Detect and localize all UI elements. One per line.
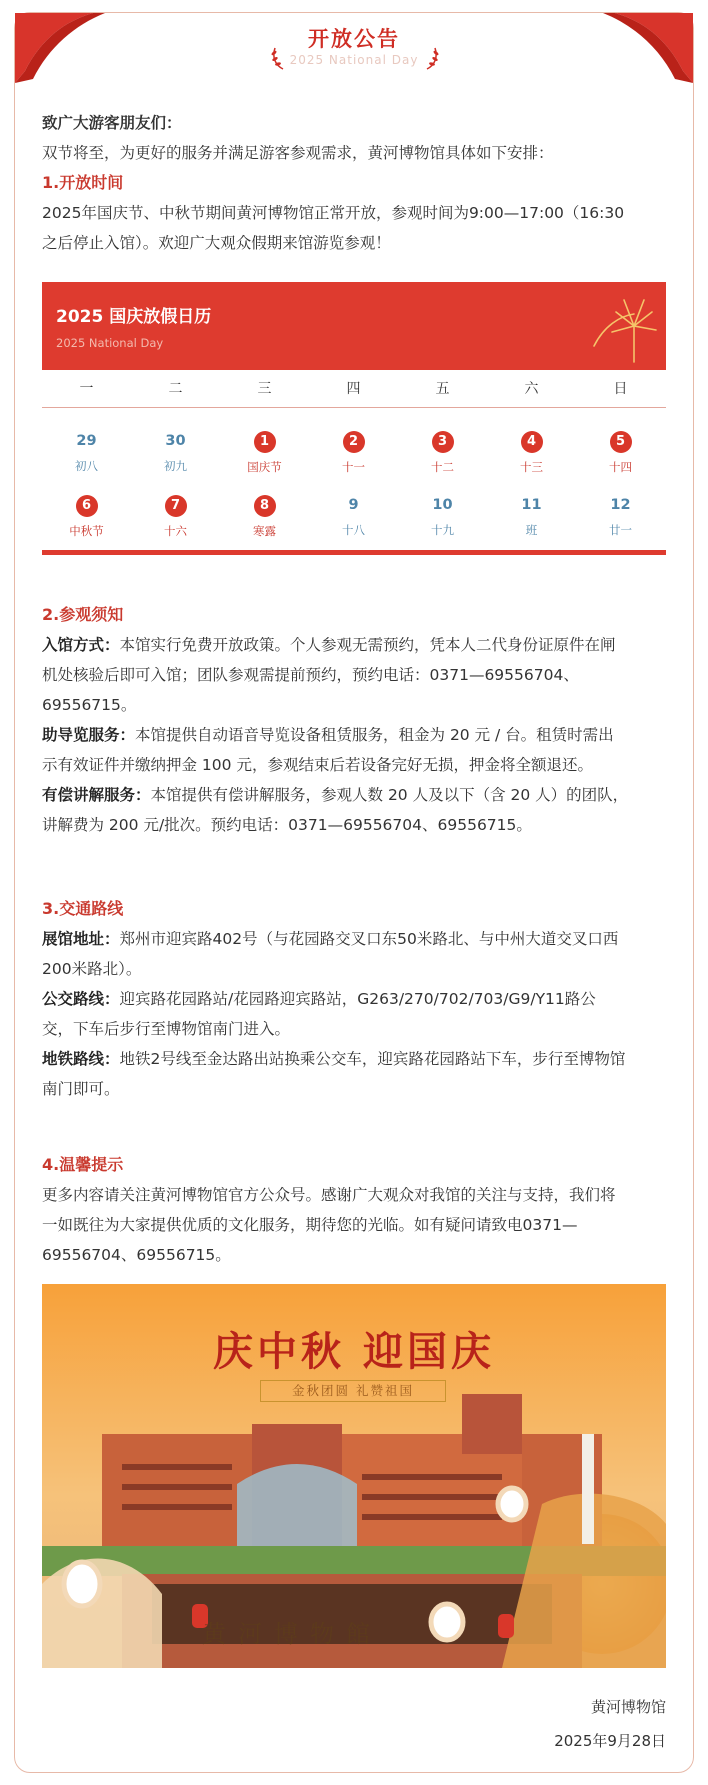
- calendar-day-lunar: 廿一: [609, 523, 632, 537]
- section-visit-notes-title: 2.参观须知: [42, 605, 124, 624]
- calendar-day-number: 3: [432, 431, 454, 453]
- calendar-day-number: 10: [432, 497, 453, 513]
- entry-text: 本馆实行免费开放政策。个人参观无需预约，凭本人二代身份证原件在闸: [119, 636, 616, 654]
- calendar-day-lunar: 十一: [342, 460, 365, 474]
- calendar-day-number: 29: [76, 433, 97, 449]
- calendar-day-lunar: 十四: [609, 460, 632, 474]
- firework-icon: [564, 286, 660, 366]
- calendar-day-lunar: 寒露: [253, 524, 276, 538]
- entry-label: 入馆方式：: [42, 636, 120, 654]
- open-hours-line: 2025年国庆节、中秋节期间黄河博物馆正常开放，参观时间为9:00—17:00（16:30: [42, 204, 625, 222]
- notice-title: 开放公告: [308, 27, 400, 51]
- calendar-day-number: 12: [610, 497, 631, 513]
- calendar-header: [42, 282, 666, 370]
- calendar-day: [309, 430, 398, 475]
- calendar-day: [576, 430, 665, 475]
- guide-text: 本馆提供自动语音导览设备租赁服务，租金为 20 元 / 台。租赁时需出: [135, 726, 614, 744]
- calendar-day: [576, 494, 665, 538]
- intro-block: [42, 108, 666, 258]
- festival-poster: [42, 1284, 666, 1668]
- open-hours-line: 之后停止入馆）。欢迎广大观众假期来馆游览参观！: [42, 234, 391, 252]
- guide-text: 示有效证件并缴纳押金 100 元，参观结束后若设备完好无损，押金将全额退还。: [42, 756, 593, 774]
- calendar-day: [42, 430, 131, 474]
- paid-guide-label: 有偿讲解服务：: [42, 786, 151, 804]
- weekday-label: 五: [435, 381, 450, 397]
- address-label: 展馆地址：: [42, 930, 120, 948]
- entry-text: 机处核验后即可入馆；团队参观需提前预约，预约电话：0371—69556704、: [42, 666, 579, 684]
- calendar-day-lunar: 中秋节: [69, 524, 104, 538]
- calendar-title: 2025 国庆放假日历: [56, 307, 212, 327]
- guide-label: 助导览服务：: [42, 726, 136, 744]
- poster-ribbon: 金秋团圆 礼赞祖国: [260, 1380, 446, 1402]
- calendar-day: [131, 430, 220, 474]
- calendar-day-number: 5: [610, 431, 632, 453]
- section-open-hours-title: 1.开放时间: [42, 173, 124, 192]
- metro-text: 地铁2号线至金达路出站换乘公交车，迎宾路花园路站下车，步行至博物馆: [119, 1050, 626, 1068]
- section-visit-notes: [42, 600, 666, 840]
- bus-label: 公交路线：: [42, 990, 120, 1008]
- section-tips: [42, 1150, 666, 1270]
- tips-text: 一如既往为大家提供优质的文化服务，期待您的光临。如有疑问请致电0371—: [42, 1216, 578, 1234]
- calendar-day-number: 11: [521, 497, 542, 513]
- calendar-day-number: 7: [165, 495, 187, 517]
- calendar-day-number: 30: [165, 433, 186, 449]
- calendar-day-lunar: 十九: [431, 523, 454, 537]
- entry-text: 69556715。: [42, 696, 137, 714]
- calendar-day-number: 9: [348, 497, 359, 513]
- section-transport: [42, 894, 666, 1104]
- tips-text: 更多内容请关注黄河博物馆官方公众号。感谢广大观众对我馆的关注与支持，我们将: [42, 1186, 616, 1204]
- calendar-day: [309, 494, 398, 538]
- address-text: 郑州市迎宾路402号（与花园路交叉口东50米路北、与中州大道交叉口西: [119, 930, 619, 948]
- calendar-day-lunar: 十八: [342, 523, 365, 537]
- calendar-day: [42, 494, 131, 539]
- bus-text: 交，下车后步行至博物馆南门进入。: [42, 1020, 291, 1038]
- holiday-calendar: [42, 282, 666, 556]
- signature-org: 黄河博物馆: [590, 1698, 666, 1716]
- calendar-day: [487, 430, 576, 475]
- calendar-day-lunar: 国庆节: [247, 460, 282, 474]
- calendar-day-number: 4: [521, 431, 543, 453]
- calendar-weekday-row: [42, 370, 666, 408]
- calendar-day-lunar: 十六: [164, 524, 187, 538]
- paid-guide-text: 讲解费为 200 元/批次。预约电话：0371—69556704、69556715。: [42, 816, 532, 834]
- calendar-day: [131, 494, 220, 539]
- section-transport-title: 3.交通路线: [42, 899, 124, 918]
- bus-text: 迎宾路花园路站/花园路迎宾路站，G263/270/702/703/G9/Y11路公: [119, 990, 596, 1008]
- weekday-label: 日: [613, 381, 628, 397]
- signature-date: 2025年9月28日: [554, 1732, 666, 1750]
- calendar-day-number: 6: [76, 495, 98, 517]
- section-tips-title: 4.温馨提示: [42, 1155, 124, 1174]
- calendar-day-lunar: 十三: [520, 460, 543, 474]
- address-text: 200米路北）。: [42, 960, 142, 978]
- tips-text: 69556704、69556715。: [42, 1246, 231, 1264]
- greeting: 致广大游客朋友们：: [42, 114, 182, 132]
- weekday-label: 二: [168, 381, 183, 397]
- calendar-day: [220, 430, 309, 475]
- metro-label: 地铁路线：: [42, 1050, 120, 1068]
- notice-header: [15, 23, 693, 67]
- calendar-day-lunar: 十二: [431, 460, 454, 474]
- calendar-subtitle: 2025 National Day: [56, 336, 164, 350]
- weekday-label: 三: [257, 381, 272, 397]
- calendar-day-lunar: 初九: [164, 459, 187, 473]
- calendar-day-lunar: 班: [525, 523, 538, 537]
- calendar-day: [487, 494, 576, 538]
- calendar-day-number: 2: [343, 431, 365, 453]
- calendar-day-number: 1: [254, 431, 276, 453]
- notice-subtitle: 2025 National Day: [289, 53, 419, 67]
- weekday-label: 四: [346, 381, 361, 397]
- intro-text: 双节将至，为更好的服务并满足游客参观需求，黄河博物馆具体如下安排：: [42, 144, 554, 162]
- calendar-day-number: 8: [254, 495, 276, 517]
- calendar-footer-bar: [42, 550, 666, 555]
- weekday-label: 六: [524, 381, 539, 397]
- museum-sign-text: 黄河博物館: [202, 1620, 382, 1648]
- calendar-day-lunar: 初八: [75, 459, 98, 473]
- poster-title: 庆中秋 迎国庆: [213, 1328, 495, 1375]
- calendar-day: [220, 494, 309, 539]
- weekday-label: 一: [79, 381, 94, 397]
- laurel-right-icon: [423, 45, 441, 71]
- calendar-day: [398, 430, 487, 475]
- metro-text: 南门即可。: [42, 1080, 120, 1098]
- calendar-day: [398, 494, 487, 538]
- paid-guide-text: 本馆提供有偿讲解服务，参观人数 20 人及以下（含 20 人）的团队，: [150, 786, 629, 804]
